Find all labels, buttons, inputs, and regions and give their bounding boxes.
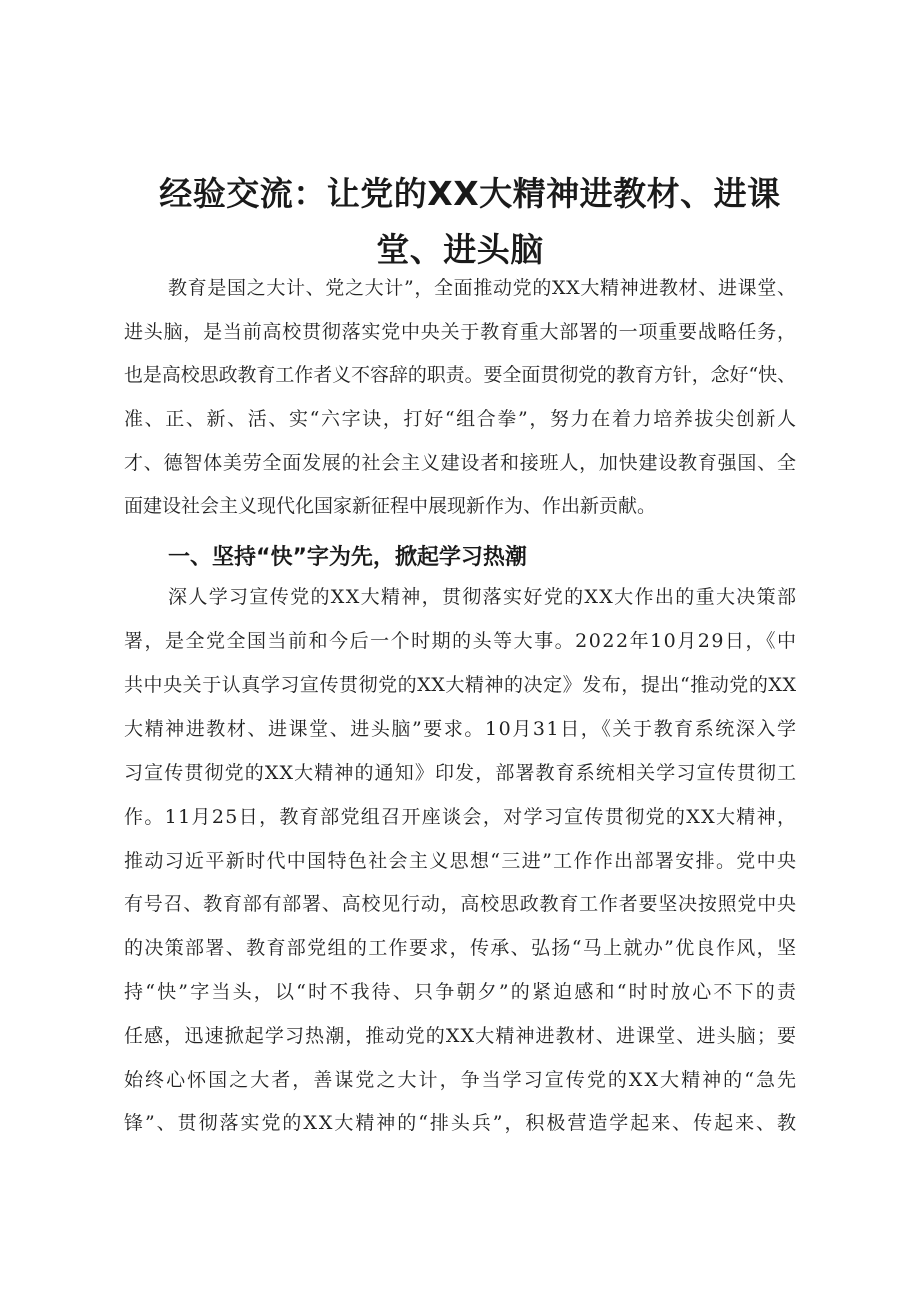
- intro-line: 也是高校思政教育工作者义不容辞的职责。要全面贯彻党的教育方针，念好“快、: [124, 364, 796, 386]
- body-line: 任感，迅速掀起学习热潮，推动党的XX大精神进教材、进课堂、进头脑；要: [124, 1025, 798, 1047]
- section-heading: 一、坚持“快”字为先，掀起学习热潮: [168, 545, 527, 570]
- body-line: 署，是全党全国当前和今后一个时期的头等大事。2022年10月29日，《中: [124, 630, 798, 652]
- body-line: 锋”、贯彻落实党的XX大精神的“排头兵”，积极营造学起来、传起来、教: [124, 1112, 798, 1134]
- body-line: 大精神进教材、进课堂、进头脑”要求。10月31日，《关于教育系统深入学: [124, 718, 798, 740]
- body-line: 有号召、教育部有部署、高校见行动，高校思政教育工作者要坚决按照党中央: [124, 893, 797, 915]
- body-line: 的决策部署、教育部党组的工作要求，传承、弘扬“马上就办”优良作风，坚: [124, 937, 798, 959]
- intro-line: 面建设社会主义现代化国家新征程中展现新作为、作出新贡献。: [124, 495, 657, 517]
- body-line: 始终心怀国之大者，善谋党之大计，争当学习宣传党的XX大精神的“急先: [124, 1069, 799, 1091]
- body-line: 习宣传贯彻党的XX大精神的通知》印发，部署教育系统相关学习宣传贯彻工: [124, 762, 798, 784]
- document-title-line-1: 经验交流：让党的XX大精神进教材、进课: [159, 174, 781, 213]
- intro-line: 才、德智体美劳全面发展的社会主义建设者和接班人，加快建设教育强国、全: [124, 452, 797, 474]
- body-line: 作。11月25日，教育部党组召开座谈会，对学习宣传贯彻党的XX大精神，: [124, 806, 798, 828]
- document-title-line-2: 堂、进头脑: [376, 230, 544, 269]
- intro-line: 进头脑，是当前高校贯彻落实党中央关于教育重大部署的一项重要战略任务，: [124, 321, 797, 343]
- body-line: 推动习近平新时代中国特色社会主义思想“三进”工作作出部署安排。党中央: [124, 850, 798, 872]
- intro-line: 准、正、新、活、实“六字诀，打好“组合拳”，努力在着力培养拔尖创新人: [124, 408, 798, 430]
- body-line: 深人学习宣传党的XX大精神，贯彻落实好党的XX大作出的重大决策部: [168, 586, 798, 608]
- body-line: 共中央关于认真学习宣传贯彻党的XX大精神的决定》发布，提出“推动党的XX: [124, 674, 797, 696]
- intro-line: 教育是国之大计、党之大计”，全面推动党的XX大精神进教材、进课堂、: [168, 277, 797, 299]
- body-line: 持“快”字当头，以“时不我待、只争朝夕”的紧迫感和“时时放心不下的责: [124, 981, 799, 1003]
